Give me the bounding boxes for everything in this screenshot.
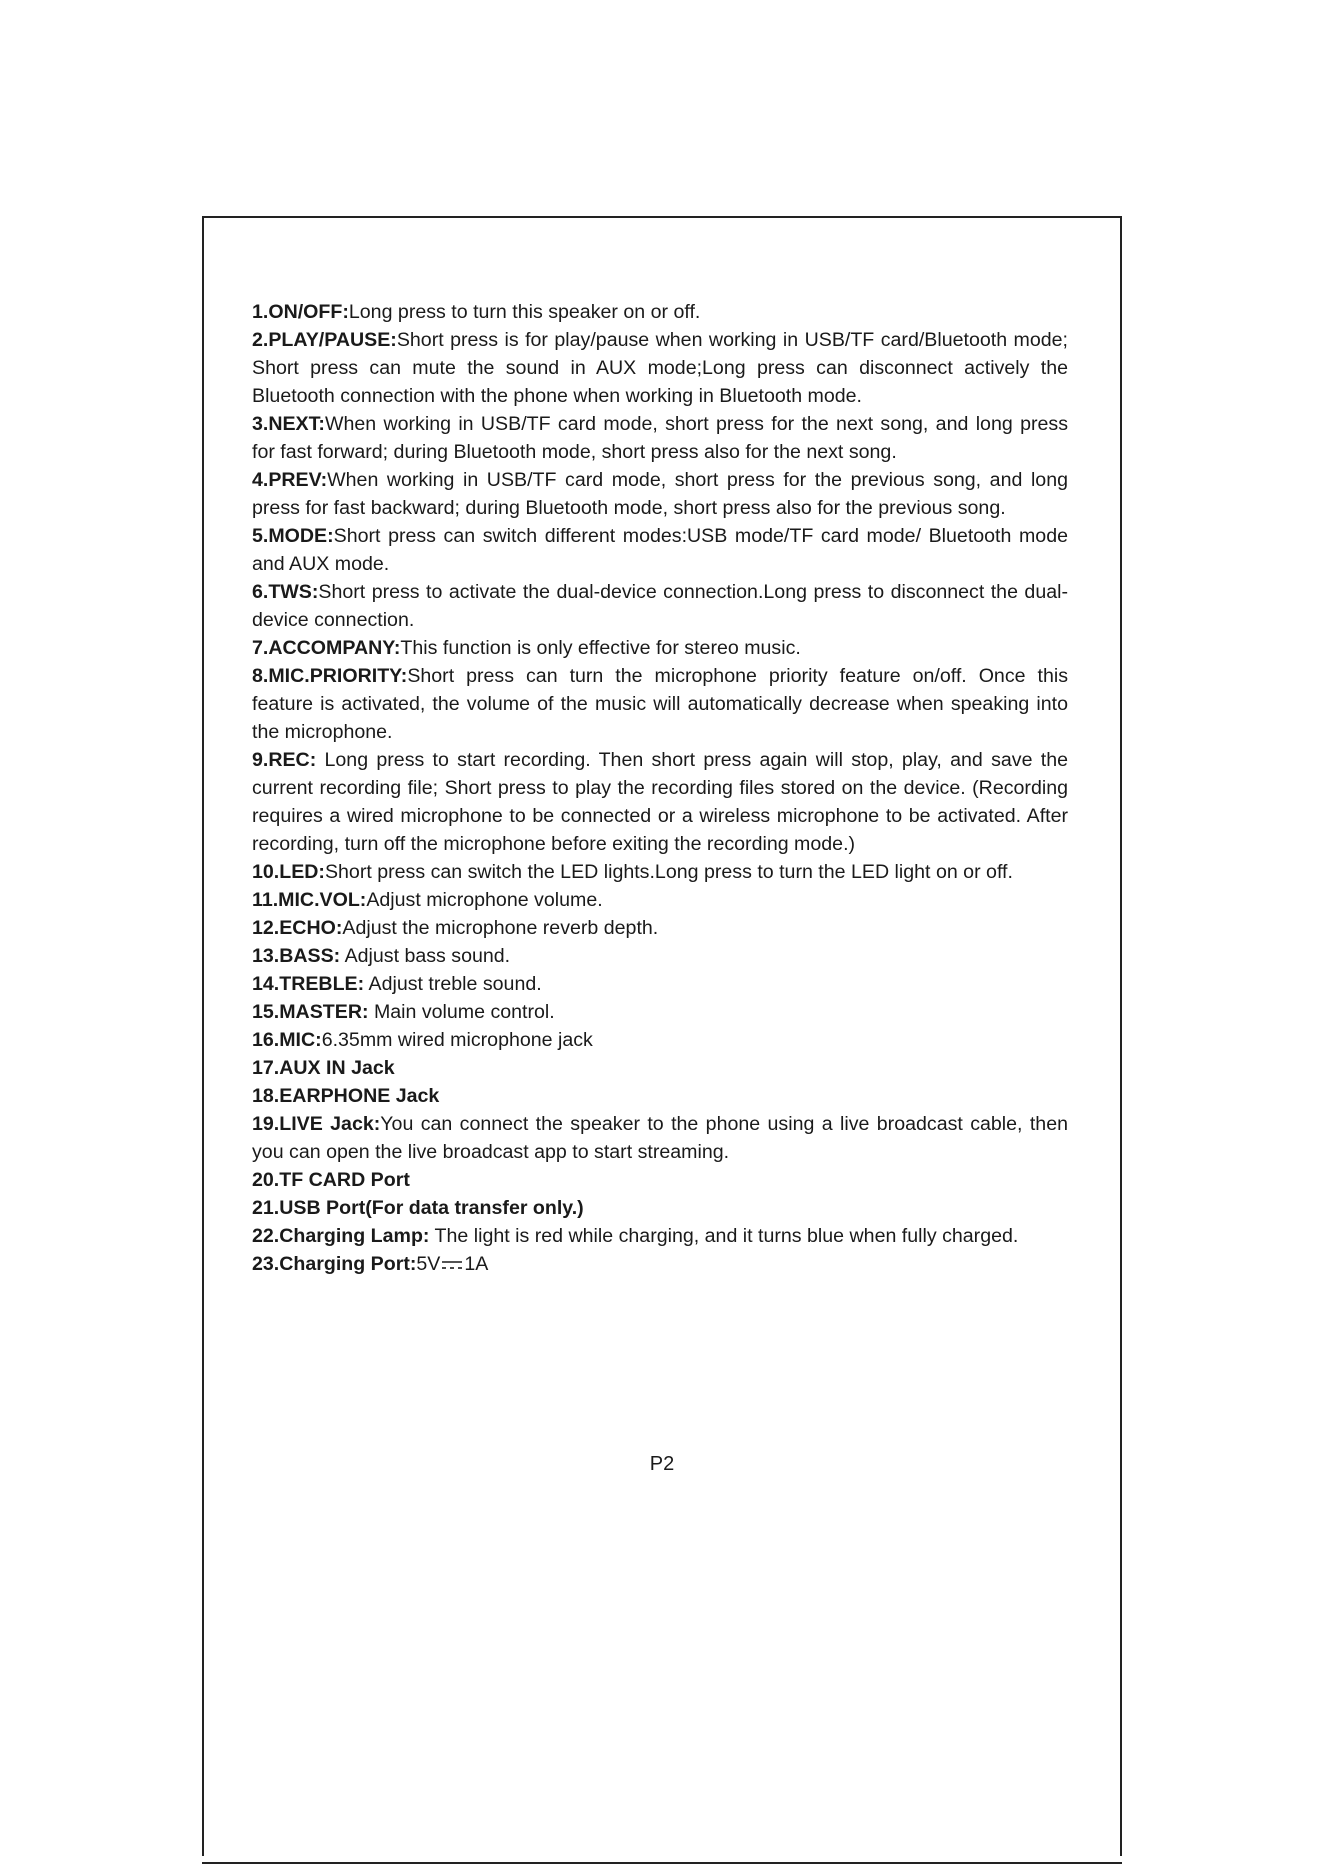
item-mode: 5.MODE:Short press can switch different modes:USB mode/TF card mode/ Bluetooth mode and AUX mode. bbox=[252, 525, 1068, 575]
item-rec: 9.REC: Long press to start recording. Then short press again will stop, play, and save the current recording file; Short press to play the recording files stored on the device. (Recording requires a wired microphone to be connected or a wireless microphone to be activated. After recording, turn off the microphone before exiting the recording mode.) bbox=[252, 749, 1068, 855]
item-live-jack: 19.LIVE Jack:You can connect the speaker to the phone using a live broadcast cable, then you can open the live broadcast app to start streaming. bbox=[252, 1113, 1068, 1163]
item-play-pause: 2.PLAY/PAUSE:Short press is for play/pause when working in USB/TF card/Bluetooth mode; Short press can mute the sound in AUX mode;Long press can disconnect actively the Bluetooth connection with the phone when working in Bluetooth mode. bbox=[252, 329, 1068, 407]
item-accompany: 7.ACCOMPANY:This function is only effective for stereo music. bbox=[252, 637, 801, 659]
item-earphone: 18.EARPHONE Jack bbox=[252, 1085, 440, 1107]
item-treble: 14.TREBLE: Adjust treble sound. bbox=[252, 973, 542, 995]
item-prev: 4.PREV:When working in USB/TF card mode, short press for the previous song, and long press for fast backward; during Bluetooth mode, short press also for the previous song. bbox=[252, 469, 1068, 519]
manual-content bbox=[252, 298, 1068, 1278]
item-mic-priority: 8.MIC.PRIORITY:Short press can turn the microphone priority feature on/off. Once this feature is activated, the volume of the music will automatically decrease when speaking into the microphone. bbox=[252, 665, 1068, 743]
item-echo: 12.ECHO:Adjust the microphone reverb depth. bbox=[252, 917, 659, 939]
item-charging-port: 23.Charging Port:5V 1A bbox=[252, 1253, 489, 1275]
item-tws: 6.TWS:Short press to activate the dual-device connection.Long press to disconnect the dual-device connection. bbox=[252, 581, 1068, 631]
item-charging-lamp: 22.Charging Lamp: The light is red while charging, and it turns blue when fully charged. bbox=[252, 1225, 1019, 1247]
item-bass: 13.BASS: Adjust bass sound. bbox=[252, 945, 511, 967]
item-master: 15.MASTER: Main volume control. bbox=[252, 1001, 555, 1023]
item-led: 10.LED:Short press can switch the LED lights.Long press to turn the LED light on or off. bbox=[252, 861, 1013, 883]
dc-current-symbol-icon bbox=[441, 1258, 463, 1272]
item-usb-port: 21.USB Port(For data transfer only.) bbox=[252, 1197, 584, 1219]
item-next: 3.NEXT:When working in USB/TF card mode, short press for the next song, and long press for fast forward; during Bluetooth mode, short press also for the next song. bbox=[252, 413, 1068, 463]
item-mic: 16.MIC:6.35mm wired microphone jack bbox=[252, 1029, 593, 1051]
item-tf-card-port: 20.TF CARD Port bbox=[252, 1169, 410, 1191]
item-mic-vol: 11.MIC.VOL:Adjust microphone volume. bbox=[252, 889, 603, 911]
item-aux-in: 17.AUX IN Jack bbox=[252, 1057, 395, 1079]
item-on-off: 1.ON/OFF:Long press to turn this speaker on or off. bbox=[252, 301, 701, 323]
page-bottom-rule bbox=[202, 1862, 1122, 1864]
page-number: P2 bbox=[649, 1453, 675, 1475]
